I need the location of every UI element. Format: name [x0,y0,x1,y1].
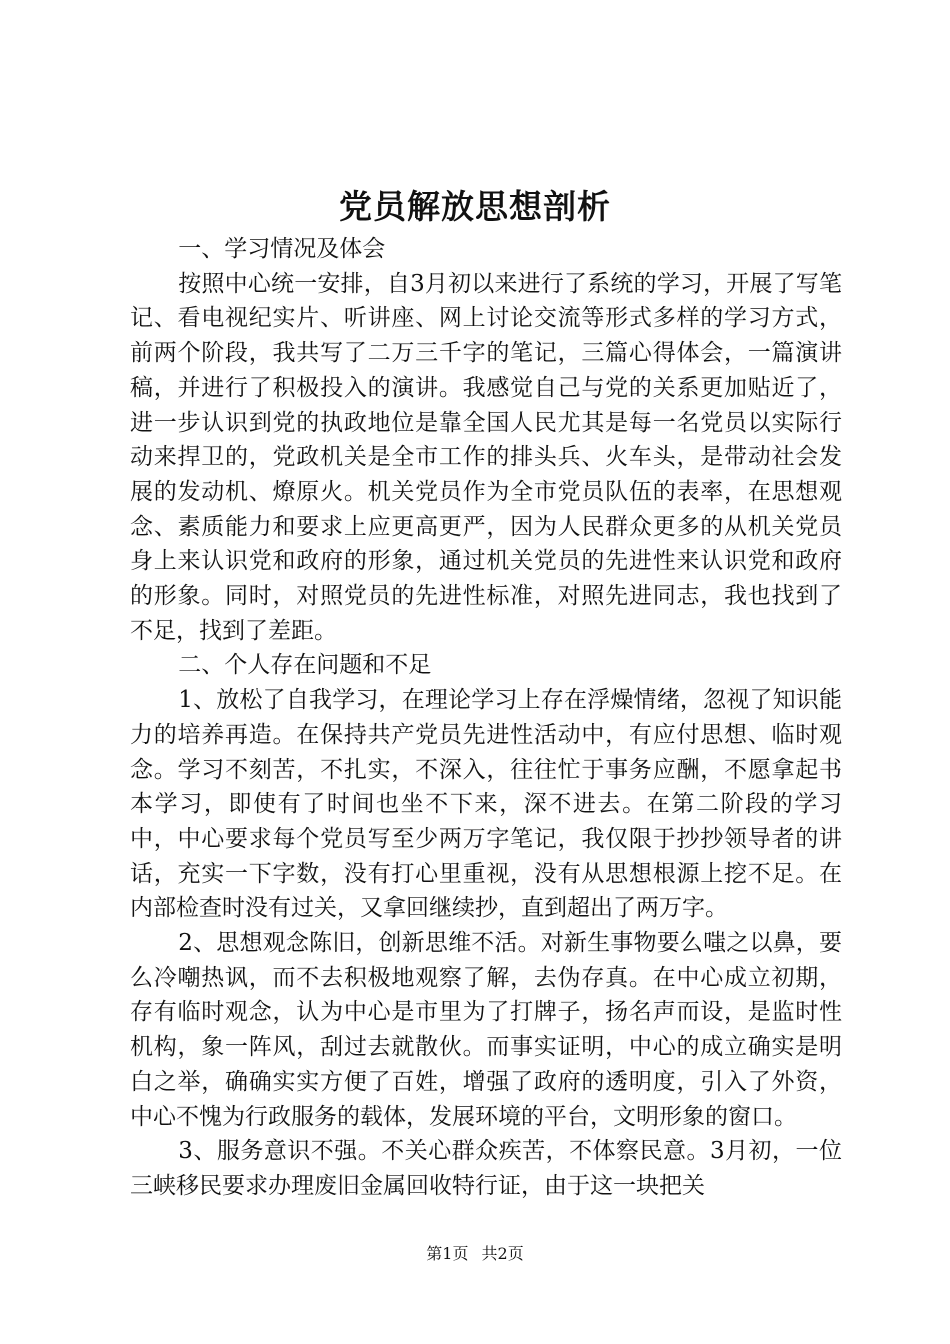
paragraph-problem-3: 3、服务意识不强。不关心群众疾苦，不体察民意。3月初，一位三峡移民要求办理废旧金属回收特行证，由于这一块把关 [130,1138,842,1199]
document-title: 党员解放思想剖析 [339,187,611,226]
page-footer [0,1242,950,1266]
paragraph-problem-2: 2、思想观念陈旧，创新思维不活。对新生事物要么嗤之以鼻，要么冷嘲热讽，而不去积极地观察了解，去伪存真。在中心成立初期，存有临时观念，认为中心是市里为了打牌子，扬名声而设，是监时性机构，象一阵风，刮过去就散伙。而事实证明，中心的成立确实是明白之举，确确实实方便了百姓，增强了政府的透明度，引入了外资，中心不愧为行政服务的载体，发展环境的平台，文明形象的窗口。 [130,930,842,1130]
section-heading-study: 一、学习情况及体会 [178,236,386,262]
paragraph-study-summary: 按照中心统一安排，自3月初以来进行了系统的学习，开展了写笔记、看电视纪实片、听讲座、网上讨论交流等形式多样的学习方式，前两个阶段，我共写了二万三千字的笔记，三篇心得体会，一篇演讲稿，并进行了积极投入的演讲。我感觉自己与党的关系更加贴近了，进一步认识到党的执政地位是靠全国人民尤其是每一名党员以实际行动来捍卫的，党政机关是全市工作的排头兵、火车头，是带动社会发展的发动机、燎原火。机关党员作为全市党员队伍的表率，在思想观念、素质能力和要求上应更高更严，因为人民群众更多的从机关党员身上来认识党和政府的形象，通过机关党员的先进性来认识党和政府的形象。同时，对照党员的先进性标准，对照先进同志，我也找到了不足，找到了差距。 [130,270,842,644]
page-total: 共2页 [481,1244,524,1263]
document-body [130,232,842,1204]
paragraph-problem-1: 1、放松了自我学习，在理论学习上存在浮燥情绪，忽视了知识能力的培养再造。在保持共产党员先进性活动中，有应付思想、临时观念。学习不刻苦，不扎实，不深入，往往忙于事务应酬，不愿拿起书本学习，即使有了时间也坐不下来，深不进去。在第二阶段的学习中，中心要求每个党员写至少两万字笔记，我仅限于抄抄领导者的讲话，充实一下字数，没有打心里重视，没有从思想根源上挖不足。在内部检查时没有过关，又拿回继续抄，直到超出了两万字。 [130,687,842,922]
page-number: 第1页 [426,1244,469,1263]
section-heading-problems: 二、个人存在问题和不足 [178,652,432,679]
